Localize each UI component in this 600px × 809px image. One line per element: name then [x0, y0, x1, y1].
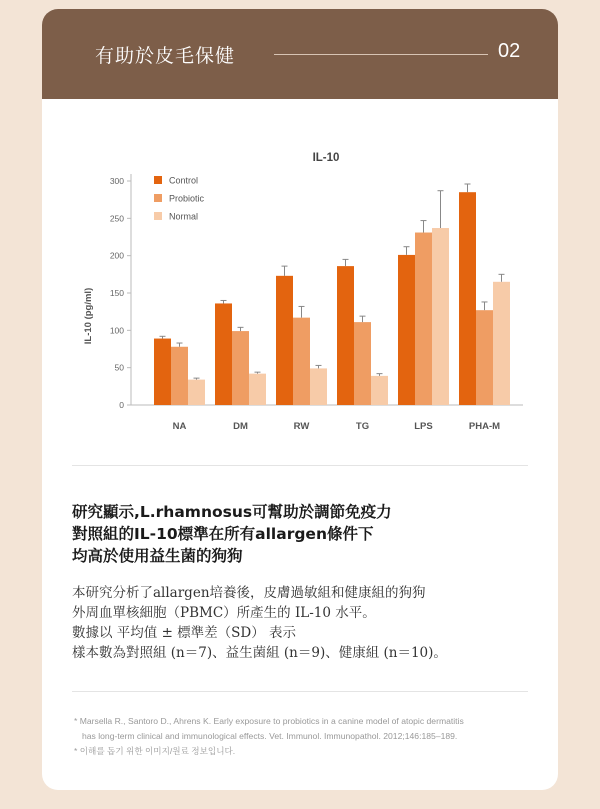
il10-bar-chart — [42, 99, 558, 439]
reference-line: * 이해를 돕기 위한 이미지/원료 정보입니다. — [74, 746, 236, 756]
x-ticks — [173, 421, 501, 432]
y-tick-label: 0 — [119, 400, 124, 410]
bar-control-na — [154, 339, 171, 405]
x-tick-label: NA — [172, 421, 187, 432]
bar-probiotic-tg — [354, 322, 371, 405]
bar-probiotic-pha-m — [476, 310, 493, 405]
chart-title: IL-10 — [312, 152, 340, 164]
bar-probiotic-rw — [293, 318, 310, 405]
bar-probiotic-dm — [232, 331, 249, 405]
header-divider-line — [274, 54, 488, 55]
y-tick-label: 100 — [109, 325, 124, 336]
x-tick-label: DM — [233, 421, 248, 432]
legend-swatch — [154, 212, 162, 220]
reference-line: * Marsella R., Santoro D., Ahrens K. Early exposure to probiotics in a canine model of atopic dermatitis — [74, 716, 464, 726]
bar-normal-tg — [371, 376, 388, 405]
section-number: 02 — [498, 40, 521, 62]
legend-label: Normal — [169, 211, 199, 222]
bar-normal-na — [188, 380, 205, 405]
reference-line: has long-term clinical and immunological effects. Vet. Immunol. Immunopathol. 2012;146:185–189. — [82, 731, 458, 741]
body-line: 樣本數為對照組 (n＝7)、益生菌組 (n＝9)、健康組 (n＝10)。 — [72, 645, 447, 661]
y-ticks — [110, 176, 131, 410]
legend-label: Probiotic — [169, 193, 205, 204]
divider — [72, 691, 528, 692]
body-line: 本研究分析了allargen培養後，皮膚過敏組和健康組的狗狗 — [72, 585, 426, 601]
body-line: 數據以 平均值 ± 標準差（SD） 表示 — [72, 625, 297, 641]
heading-line: 對照組的IL-10標準在所有allargen條件下 — [72, 525, 374, 543]
legend — [154, 176, 205, 222]
bar-control-tg — [337, 266, 354, 405]
x-tick-label: PHA-M — [468, 421, 501, 432]
x-tick-label: LPS — [414, 421, 433, 432]
y-tick-label: 200 — [109, 250, 124, 261]
section-header — [42, 9, 558, 99]
x-tick-label: RW — [293, 421, 310, 432]
bar-probiotic-na — [171, 347, 188, 405]
y-tick-label: 150 — [109, 288, 124, 298]
legend-swatch — [154, 176, 162, 184]
bar-normal-pha-m — [493, 282, 510, 405]
bar-probiotic-lps — [415, 233, 432, 405]
legend-label: Control — [169, 175, 199, 186]
section-title: 有助於皮毛保健 — [95, 45, 236, 67]
bar-control-lps — [398, 255, 415, 405]
heading-line: 均高於使用益生菌的狗狗 — [72, 547, 243, 565]
y-axis-label: IL-10 (pg/ml) — [83, 287, 94, 345]
bars — [154, 184, 510, 405]
bar-normal-rw — [310, 368, 327, 405]
bar-control-pha-m — [459, 192, 476, 405]
bar-normal-lps — [432, 228, 449, 405]
findings-body — [72, 583, 542, 663]
divider — [72, 465, 528, 466]
body-line: 外周血單核細胞（PBMC）所產生的 IL-10 水平。 — [72, 605, 376, 621]
y-tick-label: 300 — [109, 176, 124, 186]
content-card — [42, 9, 558, 790]
bar-control-rw — [276, 276, 293, 405]
bar-normal-dm — [249, 374, 266, 405]
references — [74, 714, 534, 759]
y-tick-label: 250 — [109, 213, 124, 224]
bar-control-dm — [215, 303, 232, 405]
y-tick-label: 50 — [114, 362, 124, 373]
findings-heading — [72, 501, 532, 567]
legend-swatch — [154, 194, 162, 202]
x-tick-label: TG — [355, 421, 370, 432]
heading-line: 研究顯示,L.rhamnosus可幫助於調節免疫力 — [72, 503, 392, 521]
